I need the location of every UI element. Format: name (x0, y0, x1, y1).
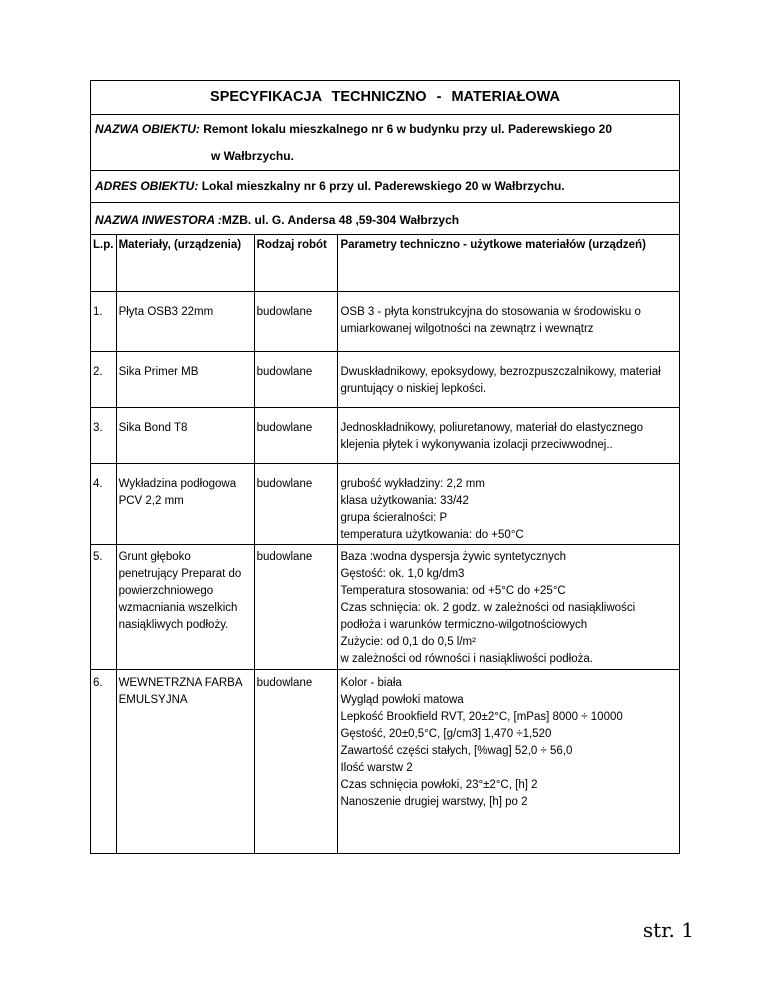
param-line: w zależności od równości i nasiąkliwości podłoża. (340, 653, 593, 665)
object-address-value: Lokal mieszkalny nr 6 przy ul. Paderewskiego 20 w Wałbrzychu. (201, 179, 565, 193)
param-line: Czas schnięcia powłoki, 23°±2°C, [h] 2 (340, 779, 538, 791)
specification-document (90, 80, 680, 854)
param-line: Dwuskładnikowy, epoksydowy, bezrozpuszczalnikowy, materiał (340, 366, 661, 378)
document-title (90, 80, 680, 114)
object-name-line2: w Wałbrzychu. (211, 149, 294, 163)
table-row (91, 292, 680, 352)
row-params (338, 292, 680, 352)
param-line: OSB 3 - płyta konstrukcyjna do stosowania w środowisku o (340, 306, 641, 318)
param-line: Wygląd powłoki matowa (340, 694, 464, 706)
param-line: Jednoskładnikowy, poliuretanowy, materiał do elastycznego (340, 422, 644, 434)
row-type: budowlane (254, 352, 338, 408)
object-address-label: ADRES OBIEKTU: (95, 179, 199, 193)
object-name-line1: Remont lokalu mieszkalnego nr 6 w budynku przy ul. Paderewskiego 20 (203, 122, 613, 136)
row-type: budowlane (254, 545, 338, 670)
param-line: Lepkość Brookfield RVT, 20±2°C, [mPas] 8000 ÷ 10000 (340, 711, 623, 723)
param-line: Zawartość części stałych, [%wag] 52,0 ÷ 56,0 (340, 745, 573, 757)
param-line: klasa użytkowania: 33/42 (340, 495, 469, 507)
page-number: str. 1 (642, 918, 694, 942)
table-row (91, 545, 680, 670)
row-params (338, 352, 680, 408)
param-line: Czas schnięcia: ok. 2 godz. w zależności od nasiąkliwości (340, 602, 636, 614)
table-row (91, 670, 680, 854)
param-line: Temperatura stosowania: od +5°C do +25°C (340, 585, 566, 597)
row-type: budowlane (254, 292, 338, 352)
header-no: L.p. (91, 235, 117, 292)
param-line: gruntujący o niskiej lepkości. (340, 383, 487, 395)
row-material: Grunt głęboko penetrujący Preparat do powierzchniowego wzmacniania wszelkich nasiąkliwych podłoży. (116, 545, 254, 670)
investor-value: MZB. ul. G. Andersa 48 ,59-304 Wałbrzych (221, 213, 460, 227)
row-type: budowlane (254, 670, 338, 854)
param-line: Ilość warstw 2 (340, 762, 413, 774)
param-line: klejenia płytek i wykonywania izolacji przeciwwodnej.. (340, 439, 613, 451)
investor-label: NAZWA INWESTORA : (95, 213, 222, 227)
table-header-row (91, 235, 680, 292)
param-line: Nanoszenie drugiej warstwy, [h] po 2 (340, 796, 528, 808)
row-material: Płyta OSB3 22mm (116, 292, 254, 352)
param-line: Zużycie: od 0,1 do 0,5 l/m² (340, 636, 476, 648)
param-line: Gęstość: ok. 1,0 kg/dm3 (340, 568, 465, 580)
param-line: temperatura użytkowania: do +50°C (340, 529, 524, 541)
object-name-label: NAZWA OBIEKTU: (95, 122, 200, 136)
row-no: 4. (91, 464, 117, 545)
row-no: 2. (91, 352, 117, 408)
row-type: budowlane (254, 408, 338, 464)
investor-section (90, 202, 680, 234)
title-text: SPECYFIKACJA TECHNICZNO - MATERIAŁOWA (210, 89, 560, 105)
param-line: podłoża i warunków termiczno-wilgotnościowych (340, 619, 588, 631)
materials-table (90, 234, 680, 854)
row-type: budowlane (254, 464, 338, 545)
row-no: 3. (91, 408, 117, 464)
row-material: Sika Primer MB (116, 352, 254, 408)
param-line: Baza :wodna dyspersja żywic syntetycznych (340, 551, 567, 563)
table-row (91, 352, 680, 408)
row-params (338, 670, 680, 854)
row-no: 1. (91, 292, 117, 352)
header-params: Parametry techniczno - użytkowe materiałów (urządzeń) (338, 235, 680, 292)
row-params (338, 408, 680, 464)
row-material: Sika Bond T8 (116, 408, 254, 464)
header-type: Rodzaj robót (254, 235, 338, 292)
row-params (338, 464, 680, 545)
object-address-section (90, 170, 680, 202)
object-name-section (90, 114, 680, 170)
param-line: Gęstość, 20±0,5°C, [g/cm3] 1,470 ÷1,520 (340, 728, 552, 740)
table-row (91, 408, 680, 464)
param-line: umiarkowanej wilgotności na zewnątrz i wewnątrz (340, 323, 594, 335)
header-material: Materiały, (urządzenia) (116, 235, 254, 292)
row-material: WEWNETRZNA FARBA EMULSYJNA (116, 670, 254, 854)
row-no: 6. (91, 670, 117, 854)
row-no: 5. (91, 545, 117, 670)
row-params (338, 545, 680, 670)
row-material: Wykładzina podłogowa PCV 2,2 mm (116, 464, 254, 545)
param-line: grupa ścieralności: P (340, 512, 448, 524)
param-line: grubość wykładziny: 2,2 mm (340, 478, 485, 490)
param-line: Kolor - biała (340, 677, 402, 689)
table-row (91, 464, 680, 545)
